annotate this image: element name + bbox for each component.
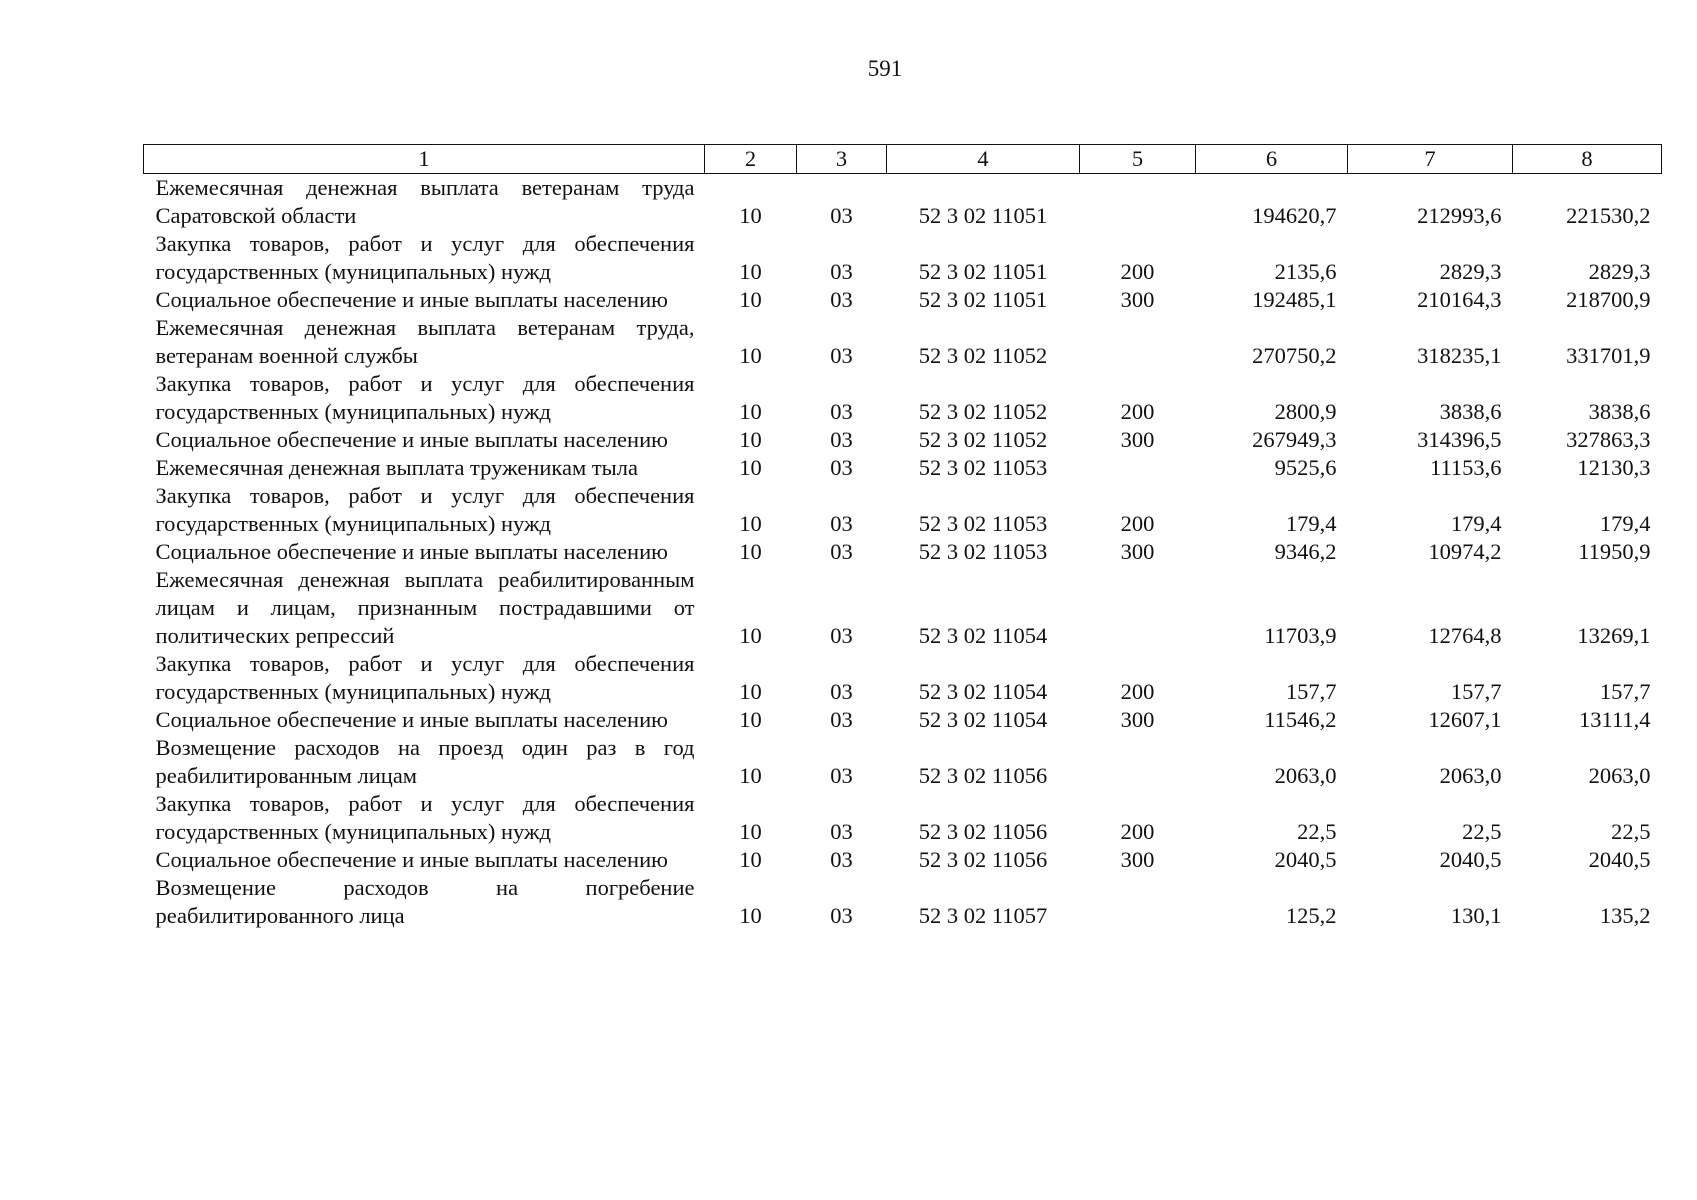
row-target-code: 52 3 02 11052 xyxy=(918,399,1048,424)
row-subsection: 03 xyxy=(830,819,853,844)
row-description: Закупка товаров, работ и услуг для обеспечения государственных (муниципальных) нужд xyxy=(155,651,695,704)
row-target-code: 52 3 02 11052 xyxy=(918,427,1048,452)
header-col-2: 2 xyxy=(705,145,797,174)
row-expense-type: 300 xyxy=(1120,287,1155,312)
row-description: Социальное обеспечение и иные выплаты населению xyxy=(155,847,668,872)
row-value-6: 11546,2 xyxy=(1264,707,1337,732)
row-description: Возмещение расходов на погребение реабилитированного лица xyxy=(155,875,695,928)
row-section: 10 xyxy=(739,203,762,228)
row-value-6: 22,5 xyxy=(1297,819,1337,844)
row-value-8: 22,5 xyxy=(1611,819,1651,844)
row-expense-type: 200 xyxy=(1120,259,1155,284)
row-target-code: 52 3 02 11051 xyxy=(918,287,1048,312)
header-col-7: 7 xyxy=(1348,145,1513,174)
row-value-6: 2135,6 xyxy=(1274,259,1337,284)
row-value-7: 179,4 xyxy=(1450,511,1502,536)
row-value-6: 2040,5 xyxy=(1274,847,1337,872)
table-row xyxy=(144,874,1662,930)
row-value-6: 179,4 xyxy=(1285,511,1337,536)
row-value-8: 13269,1 xyxy=(1577,623,1651,648)
row-subsection: 03 xyxy=(830,259,853,284)
header-col-1: 1 xyxy=(144,145,705,174)
header-col-5: 5 xyxy=(1080,145,1196,174)
row-value-8: 135,2 xyxy=(1599,903,1651,928)
row-subsection: 03 xyxy=(830,203,853,228)
row-value-7: 314396,5 xyxy=(1417,427,1502,452)
row-value-8: 2063,0 xyxy=(1588,763,1651,788)
row-description: Ежемесячная денежная выплата ветеранам труда Саратовской области xyxy=(155,175,695,228)
row-subsection: 03 xyxy=(830,903,853,928)
row-section: 10 xyxy=(739,343,762,368)
row-subsection: 03 xyxy=(830,763,853,788)
header-row xyxy=(144,145,1662,174)
row-value-7: 212993,6 xyxy=(1417,203,1502,228)
row-value-6: 9525,6 xyxy=(1274,455,1337,480)
header-col-4: 4 xyxy=(887,145,1080,174)
row-expense-type: 300 xyxy=(1120,539,1155,564)
row-section: 10 xyxy=(739,847,762,872)
row-subsection: 03 xyxy=(830,679,853,704)
row-section: 10 xyxy=(739,763,762,788)
header-col-6: 6 xyxy=(1196,145,1348,174)
row-value-8: 13111,4 xyxy=(1579,707,1651,732)
row-section: 10 xyxy=(739,903,762,928)
row-value-7: 210164,3 xyxy=(1417,287,1502,312)
header-col-8: 8 xyxy=(1513,145,1662,174)
row-subsection: 03 xyxy=(830,623,853,648)
table-row xyxy=(144,538,1662,566)
budget-table xyxy=(143,144,1662,930)
row-expense-type: 300 xyxy=(1120,707,1155,732)
row-value-8: 2829,3 xyxy=(1588,259,1651,284)
table-row xyxy=(144,482,1662,538)
row-value-7: 157,7 xyxy=(1450,679,1502,704)
row-description: Закупка товаров, работ и услуг для обеспечения государственных (муниципальных) нужд xyxy=(155,791,695,844)
table-body xyxy=(144,174,1662,931)
row-subsection: 03 xyxy=(830,847,853,872)
row-description: Социальное обеспечение и иные выплаты населению xyxy=(155,287,668,312)
row-target-code: 52 3 02 11053 xyxy=(918,511,1048,536)
row-target-code: 52 3 02 11054 xyxy=(918,707,1048,732)
row-value-7: 12607,1 xyxy=(1428,707,1502,732)
row-expense-type xyxy=(1080,314,1196,370)
row-description: Ежемесячная денежная выплата реабилитированным лицам и лицам, признанным пострадавшими от политических репрессий xyxy=(155,567,695,648)
row-target-code: 52 3 02 11053 xyxy=(918,455,1048,480)
row-value-6: 192485,1 xyxy=(1252,287,1337,312)
row-subsection: 03 xyxy=(830,511,853,536)
row-value-6: 2800,9 xyxy=(1274,399,1337,424)
row-expense-type xyxy=(1080,874,1196,930)
table-row xyxy=(144,790,1662,846)
row-value-8: 218700,9 xyxy=(1566,287,1651,312)
row-expense-type: 200 xyxy=(1120,511,1155,536)
row-expense-type xyxy=(1080,734,1196,790)
row-value-7: 318235,1 xyxy=(1417,343,1502,368)
row-value-6: 194620,7 xyxy=(1252,203,1337,228)
row-subsection: 03 xyxy=(830,427,853,452)
row-subsection: 03 xyxy=(830,539,853,564)
row-target-code: 52 3 02 11056 xyxy=(918,763,1048,788)
row-subsection: 03 xyxy=(830,399,853,424)
row-description: Социальное обеспечение и иные выплаты населению xyxy=(155,539,668,564)
row-value-7: 11153,6 xyxy=(1430,455,1502,480)
table-row xyxy=(144,734,1662,790)
row-description: Закупка товаров, работ и услуг для обеспечения государственных (муниципальных) нужд xyxy=(155,483,695,536)
row-value-7: 3838,6 xyxy=(1439,399,1502,424)
row-subsection: 03 xyxy=(830,343,853,368)
row-description: Социальное обеспечение и иные выплаты населению xyxy=(155,427,668,452)
row-value-6: 267949,3 xyxy=(1252,427,1337,452)
row-target-code: 52 3 02 11053 xyxy=(918,539,1048,564)
row-subsection: 03 xyxy=(830,707,853,732)
row-expense-type: 300 xyxy=(1120,847,1155,872)
row-value-6: 2063,0 xyxy=(1274,763,1337,788)
row-value-6: 157,7 xyxy=(1285,679,1337,704)
table-row xyxy=(144,370,1662,426)
row-section: 10 xyxy=(739,539,762,564)
row-value-7: 2829,3 xyxy=(1439,259,1502,284)
row-target-code: 52 3 02 11056 xyxy=(918,847,1048,872)
row-value-8: 331701,9 xyxy=(1566,343,1651,368)
row-expense-type: 200 xyxy=(1120,399,1155,424)
row-expense-type xyxy=(1080,454,1196,482)
row-section: 10 xyxy=(739,287,762,312)
row-value-7: 10974,2 xyxy=(1428,539,1502,564)
row-value-8: 157,7 xyxy=(1599,679,1651,704)
header-col-3: 3 xyxy=(797,145,887,174)
row-description: Возмещение расходов на проезд один раз в год реабилитированным лицам xyxy=(155,735,695,788)
row-value-8: 179,4 xyxy=(1599,511,1651,536)
row-description: Ежемесячная денежная выплата ветеранам труда, ветеранам военной службы xyxy=(155,315,695,368)
page-number: 591 xyxy=(867,56,903,81)
table-row xyxy=(144,846,1662,874)
table-row xyxy=(144,286,1662,314)
row-subsection: 03 xyxy=(830,455,853,480)
row-value-8: 327863,3 xyxy=(1566,427,1651,452)
row-target-code: 52 3 02 11051 xyxy=(918,259,1048,284)
row-value-6: 125,2 xyxy=(1285,903,1337,928)
row-subsection: 03 xyxy=(830,287,853,312)
row-section: 10 xyxy=(739,259,762,284)
row-value-6: 11703,9 xyxy=(1264,623,1337,648)
row-target-code: 52 3 02 11057 xyxy=(918,903,1048,928)
table-row xyxy=(144,426,1662,454)
row-section: 10 xyxy=(739,511,762,536)
row-description: Социальное обеспечение и иные выплаты населению xyxy=(155,707,668,732)
row-expense-type xyxy=(1080,174,1196,231)
row-description: Закупка товаров, работ и услуг для обеспечения государственных (муниципальных) нужд xyxy=(155,371,695,424)
row-section: 10 xyxy=(739,679,762,704)
row-expense-type xyxy=(1080,566,1196,650)
row-target-code: 52 3 02 11054 xyxy=(918,679,1048,704)
row-target-code: 52 3 02 11052 xyxy=(918,343,1048,368)
row-section: 10 xyxy=(739,707,762,732)
table-row xyxy=(144,454,1662,482)
row-value-7: 2063,0 xyxy=(1439,763,1502,788)
row-value-7: 2040,5 xyxy=(1439,847,1502,872)
row-value-8: 221530,2 xyxy=(1566,203,1651,228)
row-value-7: 12764,8 xyxy=(1428,623,1502,648)
row-value-7: 130,1 xyxy=(1450,903,1502,928)
row-value-8: 3838,6 xyxy=(1588,399,1651,424)
row-expense-type: 200 xyxy=(1120,679,1155,704)
row-expense-type: 300 xyxy=(1120,427,1155,452)
table-row xyxy=(144,314,1662,370)
row-value-8: 11950,9 xyxy=(1578,539,1651,564)
table-row xyxy=(144,174,1662,231)
row-target-code: 52 3 02 11054 xyxy=(918,623,1048,648)
table-row xyxy=(144,650,1662,706)
row-section: 10 xyxy=(739,455,762,480)
row-value-8: 2040,5 xyxy=(1588,847,1651,872)
row-description: Ежемесячная денежная выплата труженикам тыла xyxy=(155,455,638,480)
row-description: Закупка товаров, работ и услуг для обеспечения государственных (муниципальных) нужд xyxy=(155,231,695,284)
row-section: 10 xyxy=(739,819,762,844)
row-expense-type: 200 xyxy=(1120,819,1155,844)
row-section: 10 xyxy=(739,427,762,452)
row-value-6: 9346,2 xyxy=(1274,539,1337,564)
row-target-code: 52 3 02 11056 xyxy=(918,819,1048,844)
row-value-8: 12130,3 xyxy=(1577,455,1651,480)
row-value-7: 22,5 xyxy=(1462,819,1502,844)
table-row xyxy=(144,566,1662,650)
row-target-code: 52 3 02 11051 xyxy=(918,203,1048,228)
table-row xyxy=(144,706,1662,734)
row-section: 10 xyxy=(739,623,762,648)
row-value-6: 270750,2 xyxy=(1252,343,1337,368)
table-row xyxy=(144,230,1662,286)
row-section: 10 xyxy=(739,399,762,424)
